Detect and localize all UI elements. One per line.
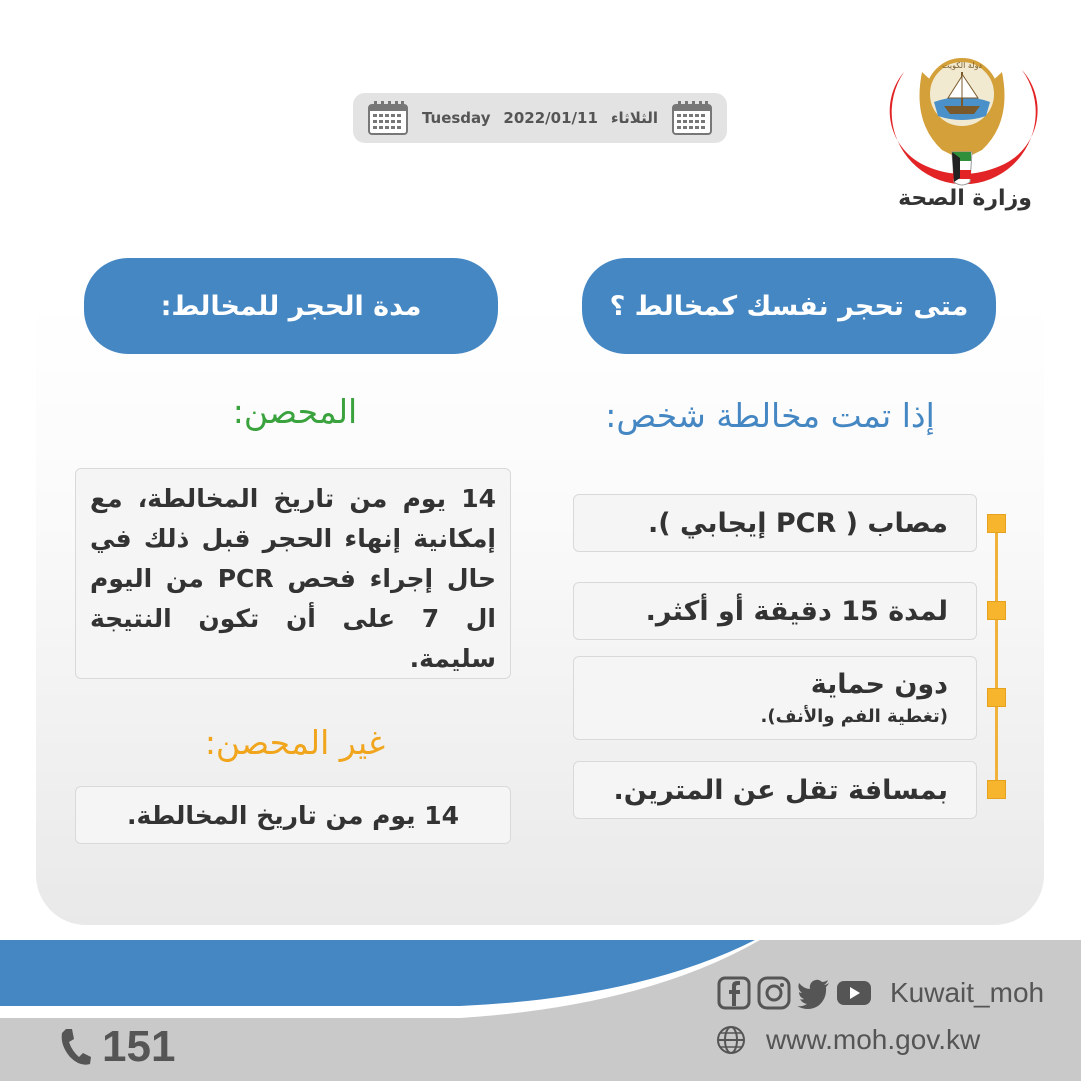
social-row — [716, 976, 1044, 1010]
facebook-icon[interactable] — [716, 976, 752, 1010]
bullet-icon — [987, 601, 1006, 620]
website-link[interactable]: www.moh.gov.kw — [766, 1024, 981, 1055]
condition-note: (تغطية الفم والأنف). — [760, 706, 948, 727]
hotline-number: 151 — [102, 1022, 176, 1071]
twitter-icon[interactable] — [796, 976, 832, 1010]
bullet-icon — [987, 688, 1006, 707]
condition-item — [573, 494, 977, 552]
left-column-title: مدة الحجر للمخالط: — [84, 258, 498, 354]
calendar-icon — [671, 100, 713, 136]
calendar-icon — [367, 100, 409, 136]
unvaccinated-label: غير المحصن: — [204, 723, 386, 762]
condition-item — [573, 761, 977, 819]
ministry-logo — [882, 32, 1042, 192]
hotline — [58, 1022, 175, 1072]
social-handle[interactable]: Kuwait_moh — [890, 977, 1045, 1008]
date-value: 2022/01/11 — [503, 109, 598, 127]
bullet-icon — [987, 514, 1006, 533]
condition-text: بمسافة تقل عن المترين. — [613, 774, 948, 806]
globe-icon — [716, 1025, 746, 1055]
day-arabic: الثلاثاء — [610, 109, 659, 127]
date-bar — [353, 93, 727, 143]
condition-item — [573, 582, 977, 640]
condition-text: مصاب ( PCR إيجابي ). — [648, 507, 948, 539]
right-column-title: متى تحجر نفسك كمخالط ؟ — [582, 258, 996, 354]
bullet-icon — [987, 780, 1006, 799]
condition-text: لمدة 15 دقيقة أو أكثر. — [645, 595, 948, 627]
day-english: Tuesday — [421, 109, 491, 127]
condition-text: دون حماية — [810, 669, 948, 700]
logo-text: دولة الكويت — [942, 61, 982, 70]
unvaccinated-text: 14 يوم من تاريخ المخالطة. — [75, 786, 511, 844]
timeline-line — [995, 522, 998, 790]
youtube-icon[interactable] — [836, 976, 872, 1010]
phone-icon — [58, 1027, 92, 1067]
vaccinated-text: 14 يوم من تاريخ المخالطة، مع إمكانية إنهاء الحجر قبل ذلك في حال إجراء فحص PCR من اليوم ال 7 على أن تكون النتيجة سليمة. — [75, 468, 511, 679]
instagram-icon[interactable] — [756, 976, 792, 1010]
vaccinated-label: المحصن: — [232, 392, 358, 431]
website-row — [716, 1024, 980, 1056]
right-column-subtitle: إذا تمت مخالطة شخص: — [605, 396, 935, 435]
ministry-name: وزارة الصحة — [898, 186, 1032, 211]
condition-item — [573, 656, 977, 740]
